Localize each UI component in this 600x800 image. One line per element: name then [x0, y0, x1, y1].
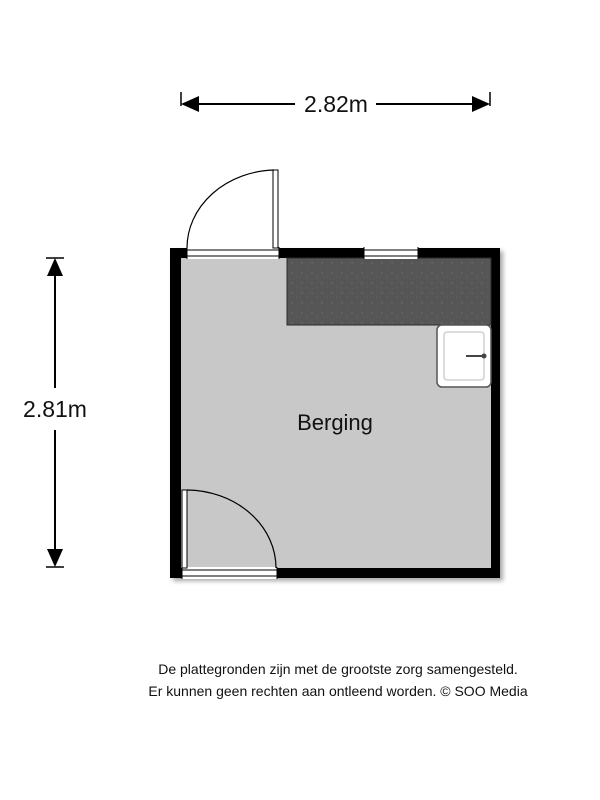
- sink-icon: [437, 325, 491, 387]
- disclaimer-line-1: De plattegronden zijn met de grootste zorg samengesteld.: [158, 661, 518, 677]
- counter-top: [287, 258, 491, 325]
- width-dimension: [181, 91, 490, 117]
- arrow-right-icon: [472, 96, 490, 112]
- arrow-up-icon: [47, 258, 63, 276]
- arrow-down-icon: [47, 549, 63, 567]
- disclaimer-line-2: Er kunnen geen rechten aan ontleend worden. © SOO Media: [148, 683, 528, 699]
- width-label: 2.82m: [304, 91, 368, 117]
- room-label: Berging: [297, 410, 373, 435]
- height-label: 2.81m: [23, 396, 87, 422]
- window-top-icon: [364, 247, 418, 259]
- arrow-left-icon: [181, 96, 199, 112]
- door-top-icon: [187, 170, 279, 259]
- height-dimension: [23, 258, 87, 567]
